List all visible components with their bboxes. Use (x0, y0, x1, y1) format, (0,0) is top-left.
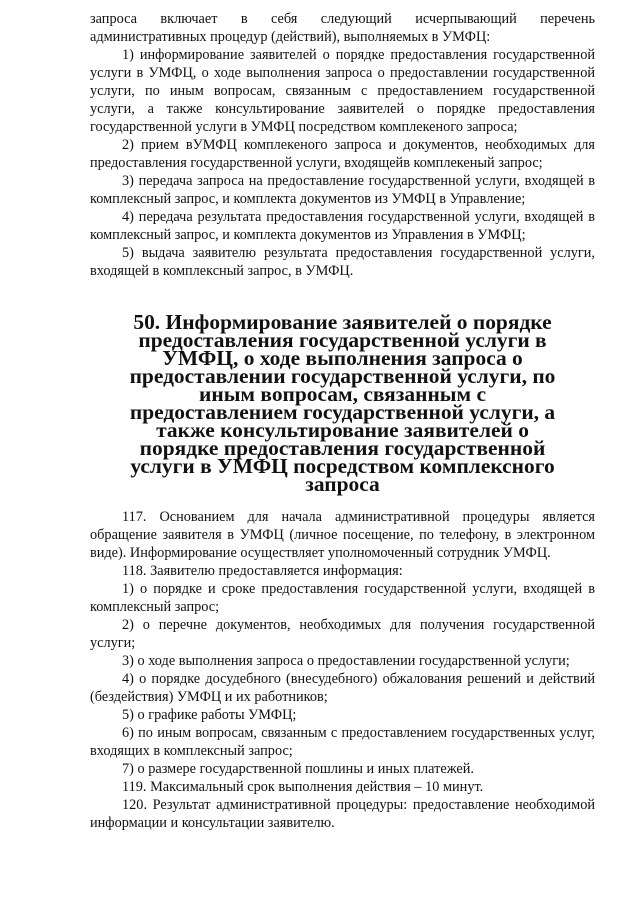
paragraph: 6) по иным вопросам, связанным с предоставлением государственных услуг, входящих в комплексный запрос; (90, 725, 595, 759)
paragraph: 7) о размере государственной пошлины и иных платежей. (122, 761, 474, 777)
paragraph: 3) о ходе выполнения запроса о предоставлении государственной услуги; (122, 653, 570, 669)
paragraph: 119. Максимальный срок выполнения действия – 10 минут. (122, 779, 484, 795)
paragraph: 1) о порядке и сроке предоставления государственной услуги, входящей в комплексный запрос; (90, 581, 595, 615)
section-heading: 50. Информирование заявителей о порядке предоставления государственной услуги в УМФЦ, о ходе выполнения запроса о предоставлении государственной услуги, по иным вопросам, связанным с предоставлением государственной услуги, а также консультирование заявителей о порядке предоставления государственной услуги в УМФЦ посредством комплексного запроса (129, 310, 556, 496)
paragraph: 117. Основанием для начала административной процедуры является обращение заявителя в УМФЦ (личное посещение, по телефону, в электронном виде). Информирование осуществляет уполномоченный сотрудник УМФЦ. (90, 509, 595, 561)
informing-section (90, 508, 595, 832)
paragraph: 2) прием вУМФЦ комплекеного запроса и документов, необходимых для предоставления государственной услуги, входящейв комплекеный запрос; (90, 137, 595, 171)
paragraph: 4) передача результата предоставления государственной услуги, входящей в комплексный запрос, и комплекта документов из Управления в УМФЦ; (90, 209, 595, 243)
paragraph: 120. Результат административной процедуры: предоставление необходимой информации и консультации заявителю. (90, 797, 595, 831)
document-page (90, 10, 595, 832)
paragraph: 4) о порядке досудебного (внесудебного) обжалования решений и действий (бездействия) УМФЦ и их работников; (90, 671, 595, 705)
paragraph: 2) о перечне документов, необходимых для получения государственной услуги; (90, 617, 595, 651)
paragraph: 5) о графике работы УМФЦ; (122, 707, 297, 723)
paragraph: 3) передача запроса на предоставление государственной услуги, входящей в комплексный запрос, и комплекта документов из УМФЦ в Управление; (90, 173, 595, 207)
procedure-list-section (90, 10, 595, 280)
paragraph: 118. Заявителю предоставляется информация: (122, 563, 403, 579)
paragraph: 5) выдача заявителю результата предоставления государственной услуги, входящей в комплексный запрос, в УМФЦ. (90, 245, 595, 279)
paragraph: запроса включает в себя следующий исчерпывающий перечень административных процедур (действий), выполняемых в УМФЦ: (90, 11, 595, 45)
section-spacer (90, 280, 595, 313)
paragraph: 1) информирование заявителей о порядке предоставления государственной услуги в УМФЦ, о ходе выполнения запроса о предоставлении государственной услуги, по иным вопросам, связанным с предоставлением государственной услуги, а также консультирование заявителей о порядке предоставления государственной услуги в УМФЦ посредством комплекеного запроса; (90, 47, 595, 135)
